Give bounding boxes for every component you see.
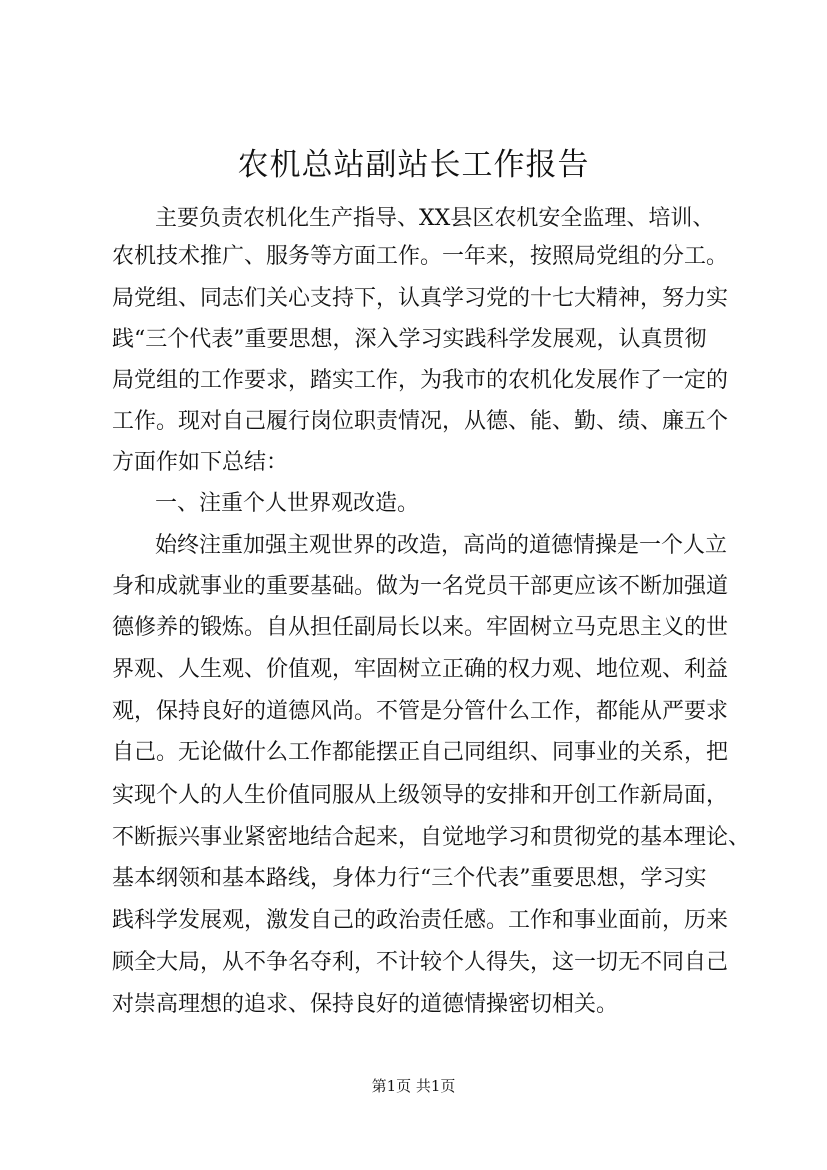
text-line: 不断振兴事业紧密地结合起来，自觉地学习和贯彻党的基本理论、 [112, 825, 751, 850]
text-line: 观，保持良好的道德风尚。不管是分管什么工作，都能从严要求 [112, 699, 729, 724]
text-line: 界观、人生观、价值观，牢固树立正确的权力观、地位观、利益 [112, 657, 729, 682]
text-line: 始终注重加强主观世界的改造，高尚的道德情操是一个人立 [155, 533, 728, 558]
page-number-footer: 第1页 共1页 [371, 1077, 456, 1095]
text-line: 主要负责农机化生产指导、XX县区农机安全监理、培训、 [155, 206, 715, 231]
text-line: 践科学发展观，激发自己的政治责任感。工作和事业面前，历来 [112, 908, 729, 933]
text-line: 局党组的工作要求，踏实工作，为我市的农机化发展作了一定的 [112, 368, 729, 393]
text-line: 身和成就事业的重要基础。做为一名党员干部更应该不断加强道 [112, 574, 729, 599]
section-heading: 一、注重个人世界观改造。 [155, 491, 420, 516]
text-line: 局党组、同志们关心支持下，认真学习党的十七大精神，努力实 [112, 286, 729, 311]
text-line: 基本纲领和基本路线，身体力行“三个代表”重要思想，学习实 [112, 866, 707, 891]
text-line: 顾全大局，从不争名夺利，不计较个人得失，这一切无不同自己 [112, 950, 729, 975]
text-line: 工作。现对自己履行岗位职责情况，从德、能、勤、绩、廉五个 [112, 409, 729, 434]
text-line: 对崇高理想的追求、保持良好的道德情操密切相关。 [112, 992, 619, 1017]
text-line: 践“三个代表”重要思想，深入学习实践科学发展观，认真贯彻 [112, 327, 707, 352]
page-title: 农机总站副站长工作报告 [237, 147, 590, 183]
text-line: 农机技术推广、服务等方面工作。一年来，按照局党组的分工。 [112, 244, 729, 269]
text-line: 实现个人的人生价值同服从上级领导的安排和开创工作新局面， [112, 783, 729, 808]
text-line: 自己。无论做什么工作都能摆正自己同组织、同事业的关系，把 [112, 740, 729, 765]
text-line: 方面作如下总结： [112, 450, 289, 475]
text-line: 德修养的锻炼。自从担任副局长以来。牢固树立马克思主义的世 [112, 615, 729, 640]
